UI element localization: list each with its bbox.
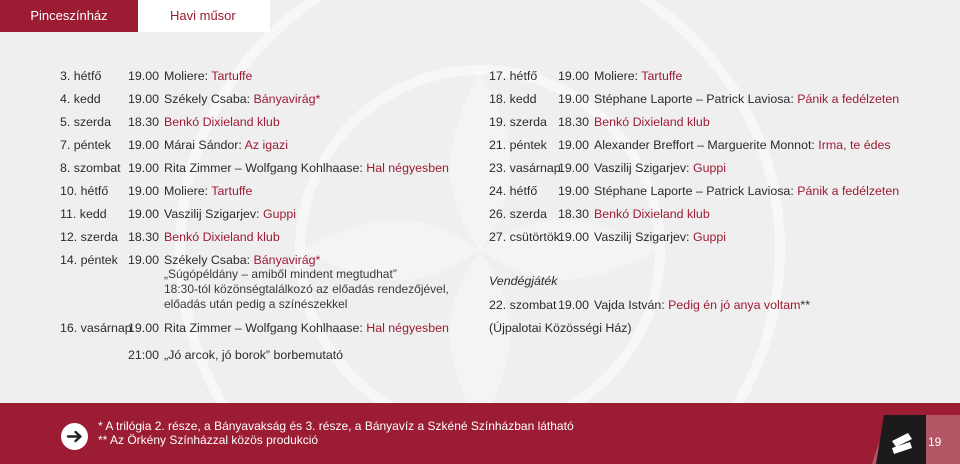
- page-corner: [872, 415, 960, 464]
- event-title[interactable]: Benkó Dixieland klub: [164, 229, 280, 244]
- event-day: 12. szerda: [60, 229, 118, 244]
- event-program: Székely Csaba:: [164, 91, 254, 106]
- schedule-list: [489, 64, 929, 248]
- event-day: 23. vasárnap: [489, 160, 561, 175]
- schedule-list: [60, 316, 460, 339]
- event-title[interactable]: Pánik a fedélzeten: [797, 91, 900, 106]
- event-day: 19. szerda: [489, 114, 547, 129]
- event-time: 19.00: [128, 320, 160, 335]
- schedule-row: [60, 202, 460, 225]
- schedule-left-column: [60, 64, 460, 366]
- event-title[interactable]: Guppi: [692, 229, 727, 244]
- event-program: Moliere:: [164, 68, 212, 83]
- schedule-row: [489, 133, 929, 156]
- tab-pinceszinhaz[interactable]: Pinceszínház: [0, 0, 138, 32]
- event-program: „Jó arcok, jó borok” borbemutató: [164, 347, 344, 362]
- event-time: 18.30: [128, 114, 160, 129]
- event-day: 8. szombat: [60, 160, 121, 175]
- event-program: Stéphane Laporte – Patrick Laviosa:: [594, 91, 798, 106]
- event-program: Alexander Breffort – Marguerite Monnot:: [594, 137, 819, 152]
- event-program: Moliere:: [594, 68, 642, 83]
- event-day: 21. péntek: [489, 137, 547, 152]
- event-day: 26. szerda: [489, 206, 547, 221]
- event-time: 19.00: [558, 229, 590, 244]
- event-time: 21:00: [128, 347, 160, 362]
- extra-event-row: [60, 343, 460, 366]
- event-program: Rita Zimmer – Wolfgang Kohlhaase:: [164, 160, 367, 175]
- schedule-row: [489, 110, 929, 133]
- event-program: Stéphane Laporte – Patrick Laviosa:: [594, 183, 798, 198]
- event-time: 19.00: [128, 206, 160, 221]
- schedule-row: [60, 110, 460, 133]
- event-day: 22. szombat: [489, 297, 557, 312]
- event-title[interactable]: Hal négyesben: [366, 160, 449, 175]
- event-title[interactable]: Guppi: [692, 160, 727, 175]
- note-line: előadás után pedig a színészekkel: [164, 297, 348, 311]
- tab-havi-musor[interactable]: Havi műsor: [138, 0, 270, 32]
- event-time: 19.00: [558, 183, 590, 198]
- event-program: Székely Csaba:: [164, 252, 254, 267]
- footnotes: [98, 419, 574, 447]
- footnote-1: * A trilógia 2. része, a Bányavakság és 3. része, a Bányavíz a Szkéné Színházban látható: [98, 419, 574, 433]
- tab-bar: [0, 0, 270, 32]
- schedule-row: [60, 133, 460, 156]
- schedule-row: [489, 64, 929, 87]
- event-program: Vaszilij Szigarjev:: [164, 206, 263, 221]
- event-title[interactable]: Tartuffe: [211, 183, 253, 198]
- footnote-2: ** Az Örkény Színházzal közös produkció: [98, 433, 319, 447]
- event-time: 18.30: [558, 206, 590, 221]
- event-title[interactable]: Bányavirág*: [253, 91, 321, 106]
- event-day: 27. csütörtök: [489, 229, 560, 244]
- schedule-row: [60, 316, 460, 339]
- event-title[interactable]: Bányavirág*: [253, 252, 321, 267]
- event-time: 19.00: [558, 137, 590, 152]
- event-title[interactable]: Benkó Dixieland klub: [594, 114, 710, 129]
- guest-heading: Vendégjáték: [489, 274, 558, 288]
- event-title[interactable]: Benkó Dixieland klub: [594, 206, 710, 221]
- event-time: 19.00: [558, 68, 590, 83]
- event-time: 19.00: [128, 68, 160, 83]
- guest-venue: (Újpalotai Közösségi Ház): [489, 320, 632, 335]
- event-title[interactable]: Hal négyesben: [366, 320, 449, 335]
- schedule-row: [489, 156, 929, 179]
- event-time: 18.30: [558, 114, 590, 129]
- schedule-row: [60, 179, 460, 202]
- schedule-right-column: [489, 64, 929, 339]
- page-number: 19: [928, 435, 942, 449]
- event-title[interactable]: Az igazi: [244, 137, 288, 152]
- schedule-row-guest: [489, 293, 929, 316]
- event-time: 19.00: [128, 252, 160, 267]
- footer-bar: [0, 403, 960, 464]
- event-title[interactable]: Irma, te édes: [818, 137, 891, 152]
- arrow-right-icon[interactable]: [61, 423, 88, 450]
- event-day: 11. kedd: [60, 206, 107, 221]
- event-day: 18. kedd: [489, 91, 537, 106]
- schedule-row: [60, 225, 460, 248]
- schedule-row: [489, 179, 929, 202]
- event-program: Rita Zimmer – Wolfgang Kohlhaase:: [164, 320, 367, 335]
- event-title[interactable]: Benkó Dixieland klub: [164, 114, 280, 129]
- event-day: 14. péntek: [60, 252, 118, 267]
- event-day: 24. hétfő: [489, 183, 538, 198]
- event-title[interactable]: Tartuffe: [211, 68, 253, 83]
- event-time: 19.00: [558, 297, 590, 312]
- event-day: 16. vasárnap: [60, 320, 132, 335]
- event-time: 19.00: [128, 91, 160, 106]
- event-program: Márai Sándor:: [164, 137, 245, 152]
- event-program: Moliere:: [164, 183, 212, 198]
- event-time: 19.00: [128, 160, 160, 175]
- event-day: 3. hétfő: [60, 68, 102, 83]
- event-program: Vaszilij Szigarjev:: [594, 229, 693, 244]
- event-title[interactable]: Pánik a fedélzeten: [797, 183, 900, 198]
- event-program: Vajda István:: [594, 297, 669, 312]
- event-time: 19.00: [558, 160, 590, 175]
- schedule-row: [489, 87, 929, 110]
- event-time: 19.00: [558, 91, 590, 106]
- note-line: „Súgópéldány – amiből mindent megtudhat”: [164, 267, 397, 281]
- event-time: 19.00: [128, 137, 160, 152]
- event-mark: **: [800, 297, 811, 312]
- schedule-row: [489, 225, 929, 248]
- event-program: Vaszilij Szigarjev:: [594, 160, 693, 175]
- event-day: 10. hétfő: [60, 183, 109, 198]
- schedule-row: [60, 87, 460, 110]
- event-day: 4. kedd: [60, 91, 101, 106]
- event-time: 19.00: [128, 183, 160, 198]
- event-note: [60, 267, 460, 312]
- schedule-row: [489, 202, 929, 225]
- schedule-row: [60, 64, 460, 87]
- event-day: 5. szerda: [60, 114, 111, 129]
- event-day: 7. péntek: [60, 137, 111, 152]
- note-line: 18:30-tól közönségtalálkozó az előadás rendezőjével,: [164, 282, 449, 296]
- event-time: 18.30: [128, 229, 160, 244]
- event-title[interactable]: Tartuffe: [641, 68, 683, 83]
- event-title[interactable]: Pedig én jó anya voltam: [668, 297, 801, 312]
- schedule-list: [60, 64, 460, 271]
- event-title[interactable]: Guppi: [262, 206, 297, 221]
- schedule-row: [60, 156, 460, 179]
- event-day: 17. hétfő: [489, 68, 538, 83]
